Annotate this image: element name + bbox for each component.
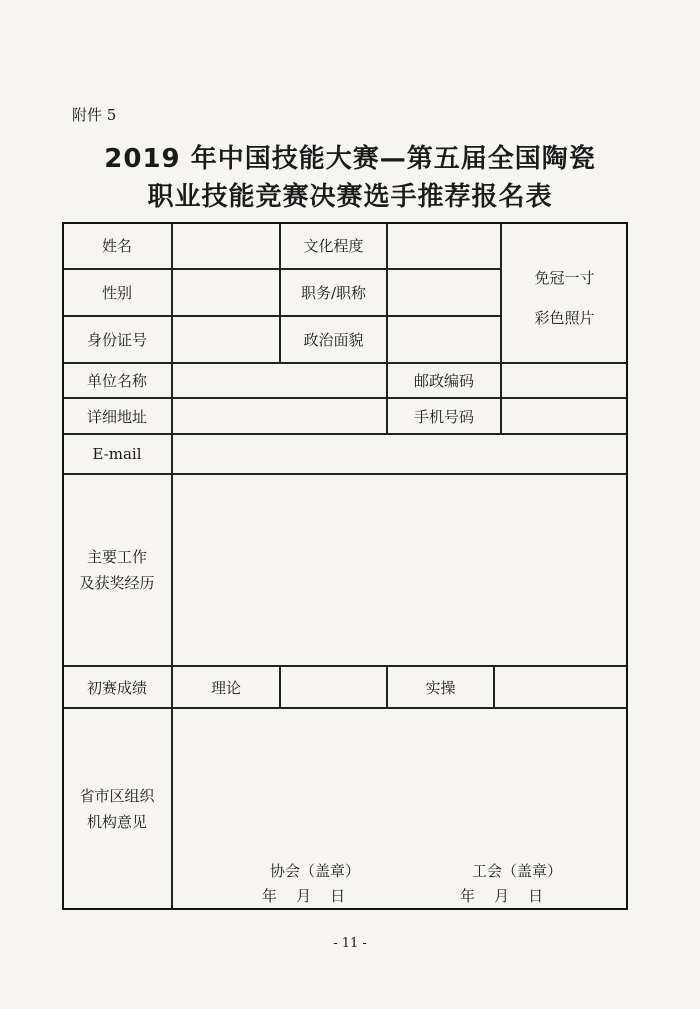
education-field[interactable] (387, 222, 501, 269)
political-status-field[interactable] (387, 316, 501, 363)
mobile-label: 手机号码 (387, 398, 501, 434)
form-title-line1: 2019 年中国技能大赛—第五届全国陶瓷 (104, 144, 596, 174)
email-label: E-mail (62, 434, 172, 474)
email-field[interactable] (172, 434, 628, 474)
preliminary-score-label: 初赛成绩 (62, 666, 172, 708)
experience-label-line2: 及获奖经历 (79, 574, 155, 592)
name-label: 姓名 (62, 222, 172, 269)
education-label: 文化程度 (280, 222, 387, 269)
page-number: - 11 - (333, 936, 367, 951)
id-number-label: 身份证号 (62, 316, 172, 363)
association-seal-label: 协会（盖章） (270, 862, 361, 880)
theory-label: 理论 (172, 666, 280, 708)
gender-field[interactable] (172, 269, 280, 316)
opinion-label-line1: 省市区组织 (79, 787, 155, 805)
union-seal-label: 工会（盖章） (472, 862, 563, 880)
annex-label: 附件 5 (72, 106, 117, 124)
position-field[interactable] (387, 269, 501, 316)
mobile-field[interactable] (501, 398, 628, 434)
gender-label: 性别 (62, 269, 172, 316)
opinion-label (62, 708, 172, 910)
postal-code-label: 邮政编码 (387, 363, 501, 398)
address-field[interactable] (172, 398, 387, 434)
union-date: 年 月 日 (460, 887, 544, 905)
postal-code-field[interactable] (501, 363, 628, 398)
opinion-label-line2: 机构意见 (86, 813, 147, 831)
position-label: 职务/职称 (280, 269, 387, 316)
theory-score-field[interactable] (280, 666, 387, 708)
experience-label (62, 474, 172, 666)
experience-label-line1: 主要工作 (86, 548, 147, 566)
employer-field[interactable] (172, 363, 387, 398)
id-number-field[interactable] (172, 316, 280, 363)
photo-label-line1: 免冠一寸 (534, 268, 595, 287)
association-date: 年 月 日 (262, 887, 346, 905)
political-status-label: 政治面貌 (280, 316, 387, 363)
experience-field[interactable] (172, 474, 628, 666)
practical-score-field[interactable] (494, 666, 628, 708)
name-field[interactable] (172, 222, 280, 269)
photo-label-line2: 彩色照片 (534, 308, 595, 327)
address-label: 详细地址 (62, 398, 172, 434)
photo-area[interactable] (501, 222, 628, 363)
employer-label: 单位名称 (62, 363, 172, 398)
practical-label: 实操 (387, 666, 494, 708)
registration-form-table (62, 222, 628, 910)
form-title-line2: 职业技能竞赛决赛选手推荐报名表 (147, 182, 553, 212)
